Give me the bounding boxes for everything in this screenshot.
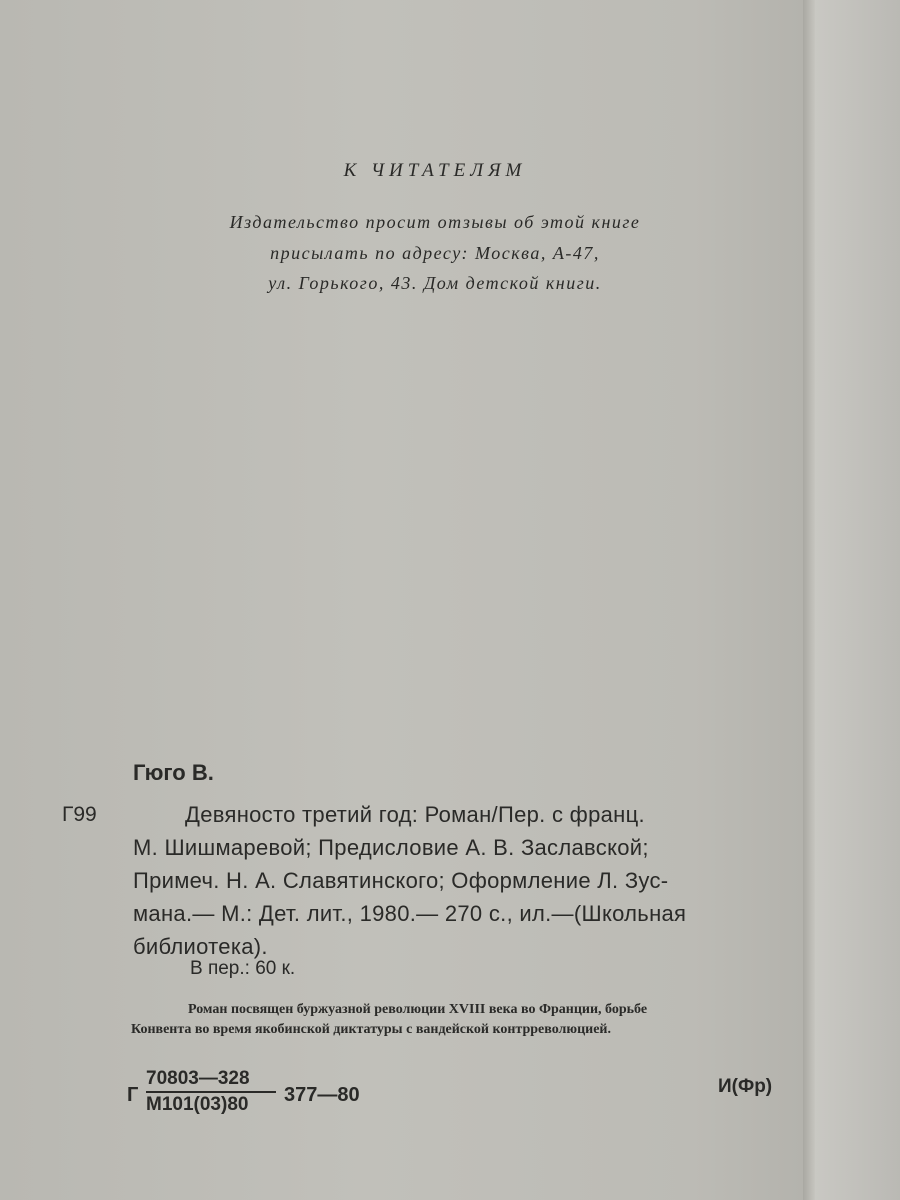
catalog-code-suffix: 377—80 <box>284 1084 360 1106</box>
reader-notice-line: присылать по адресу: Москва, А-47, <box>270 243 600 263</box>
catalog-code-letter: Г <box>127 1084 139 1106</box>
adjacent-page <box>815 0 900 1200</box>
catalog-description-line: библиотека). <box>133 934 268 959</box>
catalog-price: В пер.: 60 к. <box>190 958 296 979</box>
catalog-annotation-line: Конвента во время якобинской диктатуры с вандейской контрреволюцией. <box>131 1022 611 1037</box>
catalog-language-code: И(Фр) <box>718 1076 773 1097</box>
reader-notice-line: ул. Горького, 43. Дом детской книги. <box>268 273 602 293</box>
catalog-annotation-line: Роман посвящен буржуазной революции XVIII века во Франции, борьбе <box>188 1002 648 1017</box>
catalog-description-line: Примеч. Н. А. Славятинского; Оформление Л. Зус- <box>133 868 669 893</box>
catalog-code-numerator: 70803—328 <box>146 1068 276 1093</box>
reader-notice-title: К ЧИТАТЕЛЯМ <box>343 160 527 181</box>
reader-notice-line: Издательство просит отзывы об этой книге <box>229 212 641 232</box>
catalog-description-line: мана.— М.: Дет. лит., 1980.— 270 с., ил.—(Школьная <box>133 901 687 926</box>
catalog-description-line: М. Шишмаревой; Предисловие А. В. Заславской; <box>133 835 649 860</box>
page-edge-shadow <box>803 0 815 1200</box>
catalog-description-line: Девяносто третий год: Роман/Пер. с франц. <box>185 802 645 827</box>
catalog-author: Гюго В. <box>133 760 214 785</box>
catalog-index-code: Г99 <box>62 803 97 826</box>
catalog-code-fraction <box>146 1068 276 1116</box>
catalog-code-denominator: М101(03)80 <box>146 1094 249 1115</box>
